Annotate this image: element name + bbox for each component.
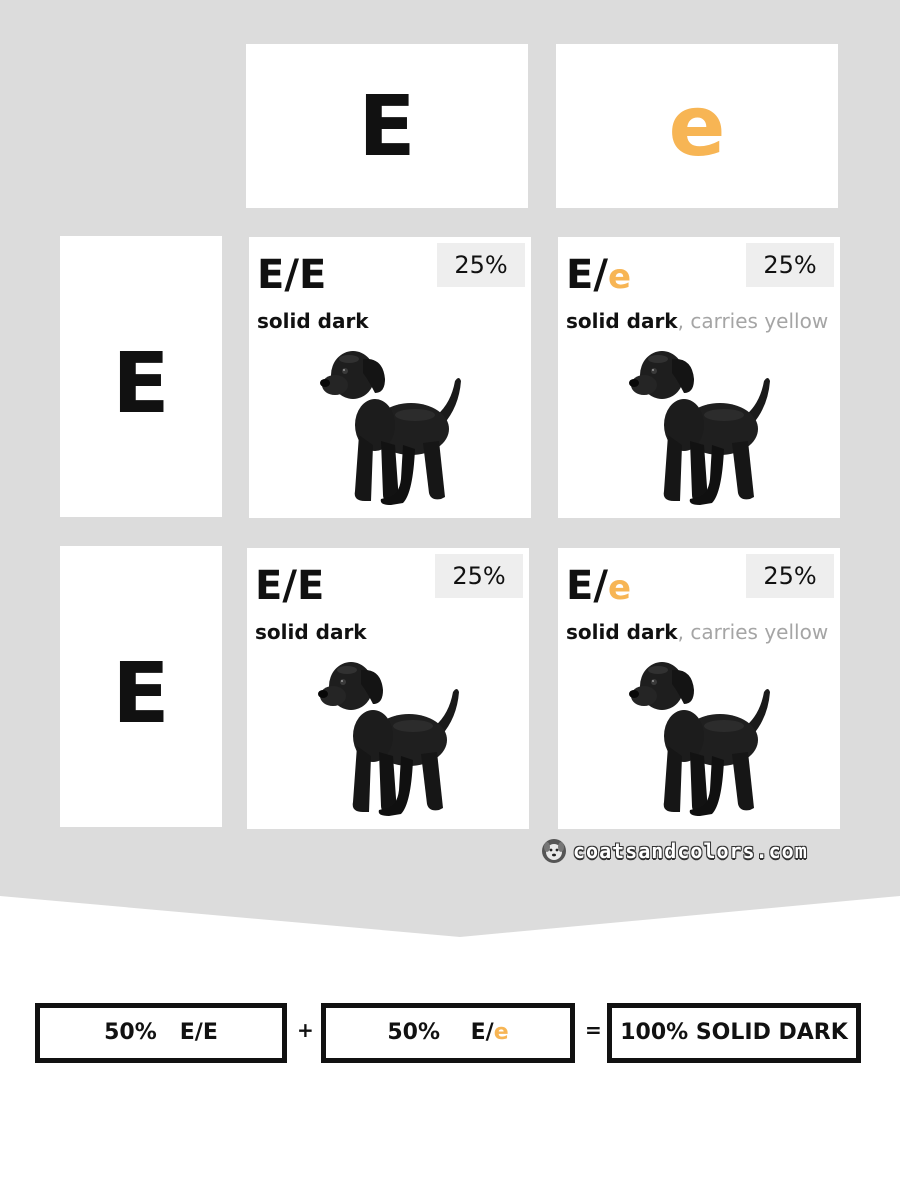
dog-face-icon bbox=[541, 838, 567, 864]
punnett-cell-4 bbox=[558, 548, 840, 829]
punnett-cell-2 bbox=[558, 237, 840, 518]
left-allele-card-2 bbox=[60, 546, 222, 827]
top-allele-card-2 bbox=[556, 44, 838, 208]
left-allele-card-1 bbox=[60, 236, 222, 517]
brand-watermark bbox=[541, 838, 808, 864]
black-puppy-icon bbox=[628, 345, 778, 505]
punnett-cell-1 bbox=[249, 237, 531, 518]
black-puppy-icon bbox=[319, 345, 469, 505]
black-puppy-icon bbox=[317, 656, 467, 816]
phenotype-description: solid dark bbox=[255, 620, 367, 644]
phenotype-description: solid dark, carries yellow bbox=[566, 620, 829, 644]
summary-box-1: 50% E/E bbox=[35, 1003, 287, 1063]
percent-badge: 25% bbox=[437, 243, 525, 287]
plus-sign: + bbox=[297, 1018, 314, 1042]
punnett-cell-3 bbox=[247, 548, 529, 829]
percent-badge: 25% bbox=[435, 554, 523, 598]
phenotype-description: solid dark, carries yellow bbox=[566, 309, 829, 333]
top-allele-card-1 bbox=[246, 44, 528, 208]
black-puppy-icon bbox=[628, 656, 778, 816]
left-allele-2: E bbox=[112, 644, 170, 742]
genotype-label: E/e bbox=[566, 252, 631, 298]
left-allele-1: E bbox=[112, 334, 170, 432]
top-allele-1: E bbox=[358, 77, 416, 175]
brand-text: coatsandcolors.com bbox=[573, 839, 808, 863]
summary-result-box: 100% SOLID DARK bbox=[607, 1003, 861, 1063]
summary-box-2: 50% E/e bbox=[321, 1003, 575, 1063]
equals-sign: = bbox=[585, 1018, 602, 1042]
genotype-label: E/E bbox=[257, 252, 327, 298]
phenotype-description: solid dark bbox=[257, 309, 369, 333]
percent-badge: 25% bbox=[746, 243, 834, 287]
genotype-label: E/E bbox=[255, 563, 325, 609]
top-allele-2: e bbox=[668, 77, 726, 175]
genotype-label: E/e bbox=[566, 563, 631, 609]
percent-badge: 25% bbox=[746, 554, 834, 598]
